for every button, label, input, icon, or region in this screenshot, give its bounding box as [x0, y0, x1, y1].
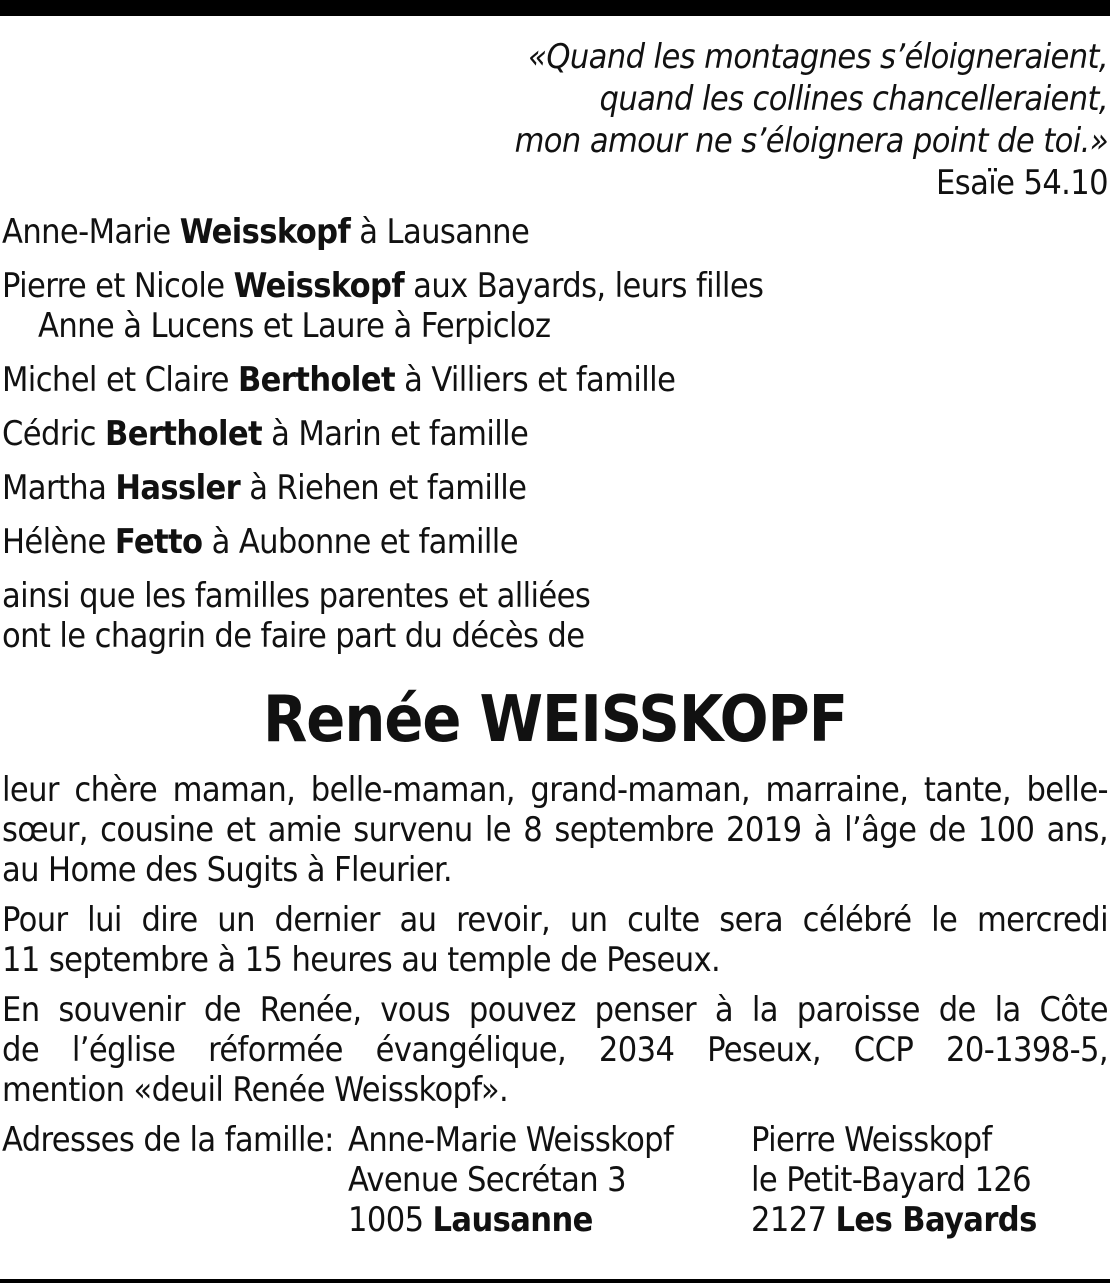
epigraph: [2, 36, 1108, 204]
paragraph-line: En souvenir de Renée, vous pouvez penser à la paroisse de la Côte: [2, 990, 1108, 1030]
family-entry: [2, 212, 1108, 252]
tribute-paragraph: [2, 770, 1108, 890]
address-zip: 1005: [348, 1200, 433, 1240]
family-surname: Bertholet: [105, 414, 263, 454]
family-entry: [2, 266, 1108, 346]
epigraph-line-2: quand les collines chancelleraient,: [599, 79, 1108, 119]
family-location: à Marin et famille: [262, 414, 529, 454]
donation-paragraph: [2, 990, 1108, 1110]
obituary-notice: [2, 36, 1108, 1240]
address-block: [751, 1120, 1108, 1240]
family-surname: Fetto: [114, 522, 203, 562]
address-name: Anne-Marie Weisskopf: [348, 1120, 674, 1160]
address-zip: 2127: [751, 1200, 836, 1240]
address-city: Lausanne: [432, 1200, 593, 1240]
family-surname: Weisskopf: [233, 266, 405, 306]
family-location: à Lausanne: [350, 212, 530, 252]
address-block: [348, 1120, 751, 1240]
address-street: Avenue Secrétan 3: [348, 1160, 626, 1200]
epigraph-line-3: mon amour ne s’éloignera point de toi.»: [514, 121, 1108, 161]
paragraph-line: Pour lui dire un dernier au revoir, un culte sera célébré le mercredi: [2, 900, 1108, 940]
top-rule: [0, 0, 1110, 16]
service-paragraph: [2, 900, 1108, 980]
family-entry: [2, 414, 1108, 454]
family-given-names: Hélène: [2, 522, 115, 562]
bottom-rule: [0, 1279, 1110, 1283]
family-addresses: [2, 1120, 1108, 1240]
paragraph-line: de l’église réformée évangélique, 2034 Peseux, CCP 20-1398-5,: [2, 1030, 1108, 1070]
family-location: aux Bayards, leurs filles: [404, 266, 764, 306]
announcement-line-2: ont le chagrin de faire part du décès de: [2, 616, 585, 656]
family-given-names: Pierre et Nicole: [2, 266, 234, 306]
paragraph-line: sœur, cousine et amie survenu le 8 septembre 2019 à l’âge de 100 ans,: [2, 810, 1108, 850]
epigraph-reference: Esaïe 54.10: [936, 163, 1108, 203]
address-city: Les Bayards: [835, 1200, 1037, 1240]
paragraph-line: leur chère maman, belle-maman, grand-maman, marraine, tante, belle-: [2, 770, 1108, 810]
family-entry: [2, 468, 1108, 508]
family-location: à Aubonne et famille: [202, 522, 518, 562]
paragraph-line: au Home des Sugits à Fleurier.: [2, 850, 452, 890]
family-surname: Hassler: [115, 468, 241, 508]
paragraph-line: 11 septembre à 15 heures au temple de Peseux.: [2, 940, 721, 980]
family-list: [2, 212, 1108, 656]
address-name: Pierre Weisskopf: [751, 1120, 992, 1160]
paragraph-line: mention «deuil Renée Weisskopf».: [2, 1070, 509, 1110]
family-location: à Riehen et famille: [240, 468, 527, 508]
family-entry: [2, 360, 1108, 400]
announcement-line-1: ainsi que les familles parentes et alliées: [2, 576, 591, 616]
family-given-names: Michel et Claire: [2, 360, 238, 400]
family-given-names: Cédric: [2, 414, 106, 454]
family-continuation: Anne à Lucens et Laure à Ferpicloz: [38, 306, 551, 346]
addresses-label: Adresses de la famille:: [2, 1120, 334, 1160]
epigraph-line-1: «Quand les montagnes s’éloigneraient,: [528, 37, 1108, 77]
family-given-names: Anne-Marie: [2, 212, 180, 252]
family-surname: Bertholet: [237, 360, 395, 400]
family-entry: [2, 522, 1108, 562]
family-location: à Villiers et famille: [394, 360, 676, 400]
deceased-name: Renée WEISSKOPF: [262, 683, 848, 757]
announcement: [2, 576, 1108, 656]
family-given-names: Martha: [2, 468, 116, 508]
family-surname: Weisskopf: [179, 212, 351, 252]
address-street: le Petit-Bayard 126: [751, 1160, 1032, 1200]
